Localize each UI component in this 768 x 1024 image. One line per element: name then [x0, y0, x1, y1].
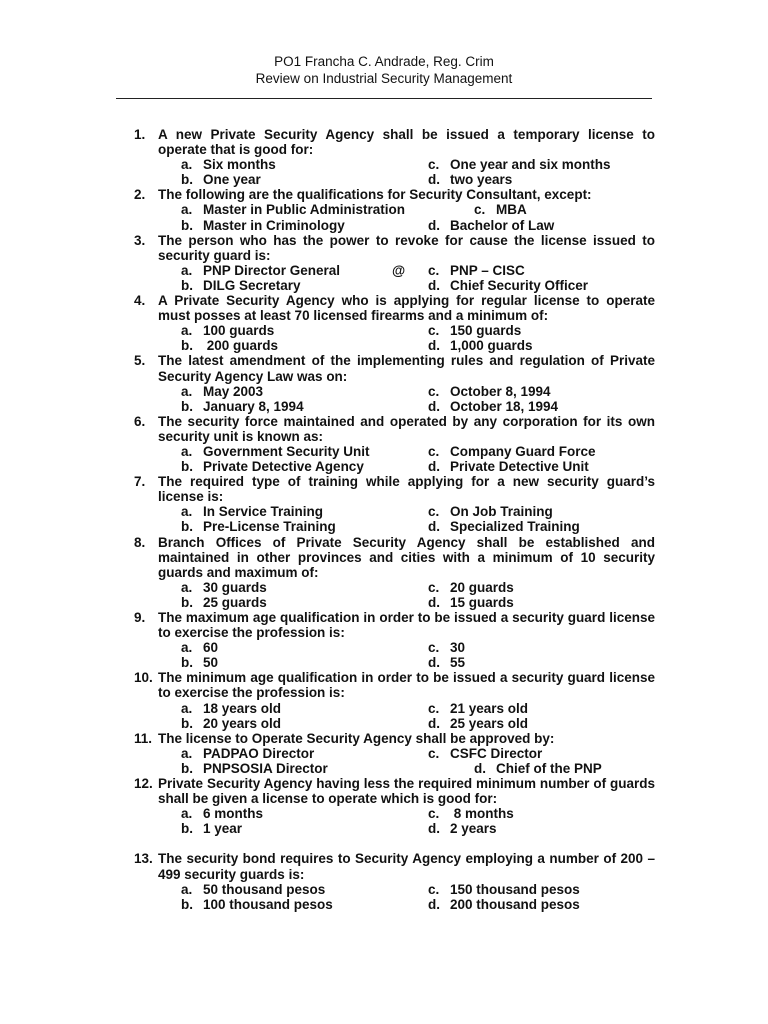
option-b: b. PNPSOSIA Director: [181, 760, 328, 776]
question-number: 9.: [134, 610, 146, 625]
question-text: The security bond requires to Security Agency employing a number of 200 – 499 security guards is:: [158, 851, 655, 882]
option-c: c. 21 years old: [428, 700, 529, 716]
option-b: b. Master in Criminology: [181, 217, 345, 233]
option-d: d. 2 years: [428, 821, 497, 837]
option-a: a. 30 guards: [181, 579, 267, 595]
option-c: c. On Job Training: [428, 504, 553, 520]
option-c: c. Company Guard Force: [428, 443, 596, 459]
question-text: The security force maintained and operated by any corporation for its own security unit is known as:: [158, 413, 655, 444]
question-number: 6.: [134, 413, 146, 429]
question-number: 2.: [134, 187, 146, 203]
author-line: PO1 Francha C. Andrade, Reg. Crim: [274, 54, 494, 69]
question-13: [0, 851, 768, 911]
option-b: b. 25 guards: [181, 594, 267, 610]
option-a: a. Master in Public Administration: [181, 202, 406, 218]
question-number: 11.: [134, 730, 153, 746]
option-c: c. October 8, 1994: [428, 383, 551, 399]
option-c: c. 20 guards: [428, 579, 514, 595]
question-number: 13.: [134, 851, 153, 867]
question-3: [0, 233, 768, 293]
question-number: 3.: [134, 232, 146, 248]
document-header: [0, 53, 768, 87]
option-d: d. October 18, 1994: [428, 398, 559, 414]
question-4: [0, 293, 768, 353]
options-row-bd: [0, 761, 768, 776]
question-text: The following are the qualifications for Security Consultant, except:: [158, 187, 592, 203]
options-row-ac: [0, 444, 768, 459]
option-d: d. 15 guards: [428, 594, 514, 610]
question-1: [0, 127, 768, 187]
option-c: c. One year and six months: [428, 157, 611, 173]
options-row-bd: [0, 459, 768, 474]
options-row-ac: [0, 504, 768, 519]
option-b: b. DILG Secretary: [181, 277, 301, 293]
option-d: d. 55: [428, 655, 466, 671]
option-c: c. PNP – CISC: [428, 262, 525, 278]
option-c: c. 30: [428, 640, 466, 656]
question-number: 12.: [134, 776, 153, 792]
question-text: Private Security Agency having less the required minimum number of guards shall be given a license to operate which is good for:: [158, 776, 655, 807]
option-a: a. PADPAO Director: [181, 745, 315, 761]
option-d: d. Chief Security Officer: [428, 277, 589, 293]
question-8: [0, 535, 768, 610]
option-a: a. May 2003: [181, 383, 264, 399]
option-b: b. Pre-License Training: [181, 519, 336, 535]
option-d: d. 1,000 guards: [428, 338, 533, 354]
question-number: 10.: [134, 670, 153, 686]
question-5: [0, 353, 768, 413]
option-d: d. Specialized Training: [428, 519, 580, 535]
option-b: b. 1 year: [181, 821, 243, 837]
question-2: [0, 187, 768, 232]
option-d: d. two years: [428, 172, 513, 188]
option-a: a. 6 months: [181, 806, 264, 822]
options-row-bd: [0, 278, 768, 293]
option-a: a. PNP Director General: [181, 262, 341, 278]
question-text: The latest amendment of the implementing rules and regulation of Private Security Agency Law was on:: [158, 353, 655, 384]
option-a: a. In Service Training: [181, 504, 324, 520]
options-row-ac: [0, 384, 768, 399]
option-b: b. One year: [181, 172, 261, 188]
at-mark: @: [392, 262, 406, 278]
option-d: d. Bachelor of Law: [428, 217, 555, 233]
option-d: d. Private Detective Unit: [428, 459, 589, 475]
option-b: b. 50: [181, 655, 219, 671]
question-7: [0, 474, 768, 534]
options-row-bd: [0, 595, 768, 610]
options-row-bd: [0, 897, 768, 912]
options-row-bd: [0, 338, 768, 353]
option-c: c. MBA: [474, 202, 527, 218]
option-a: a. Government Security Unit: [181, 443, 370, 459]
question-number: 1.: [134, 127, 146, 142]
question-12: [0, 776, 768, 836]
question-text: The maximum age qualification in order to be issued a security guard license to exercise the profession is:: [158, 610, 655, 641]
option-c: c. CSFC Director: [428, 745, 543, 761]
question-number: 8.: [134, 534, 146, 550]
option-c: c. 8 months: [428, 806, 514, 822]
question-number: 5.: [134, 353, 146, 369]
option-d: d. Chief of the PNP: [474, 760, 602, 776]
question-list: [0, 127, 768, 912]
question-text: The license to Operate Security Agency shall be approved by:: [158, 730, 555, 746]
options-row-ac: [0, 806, 768, 821]
question-11: [0, 731, 768, 776]
option-d: d. 25 years old: [428, 715, 529, 731]
option-a: a. Six months: [181, 157, 276, 173]
option-b: b. 200 guards: [181, 338, 279, 354]
question-text: A new Private Security Agency shall be issued a temporary license to operate that is good for:: [158, 127, 655, 158]
question-number: 4.: [134, 293, 146, 309]
options-row-bd: [0, 519, 768, 534]
options-row-bd: [0, 399, 768, 414]
header-divider: [116, 98, 652, 99]
question-number: 7.: [134, 474, 146, 490]
options-row-ac: [0, 323, 768, 338]
subject-line: Review on Industrial Security Management: [255, 71, 513, 86]
option-d: d. 200 thousand pesos: [428, 896, 580, 912]
options-row-bd: [0, 655, 768, 670]
question-text: The minimum age qualification in order to be issued a security guard license to exercise the profession is:: [158, 670, 655, 701]
options-row-ac: [0, 157, 768, 172]
options-row-bd: [0, 218, 768, 233]
option-c: c. 150 guards: [428, 323, 522, 339]
options-row-bd: [0, 821, 768, 836]
option-a: a. 18 years old: [181, 700, 282, 716]
option-b: b. January 8, 1994: [181, 398, 304, 414]
options-row-ac: [0, 202, 768, 217]
options-row-ac: [0, 746, 768, 761]
options-row-ac: [0, 882, 768, 897]
question-9: [0, 610, 768, 670]
question-6: [0, 414, 768, 474]
options-row-bd: [0, 172, 768, 187]
options-row-bd: [0, 716, 768, 731]
options-row-ac: [0, 701, 768, 716]
option-a: a. 60: [181, 640, 219, 656]
question-text: Branch Offices of Private Security Agency shall be established and maintained in other provinces and cities with a minimum of 10 security guards and maximum of:: [158, 534, 655, 580]
question-text: A Private Security Agency who is applying for regular license to operate must posses at least 70 licensed firearms and a minimum of:: [158, 293, 655, 324]
option-a: a. 50 thousand pesos: [181, 881, 326, 897]
option-b: b. Private Detective Agency: [181, 459, 364, 475]
option-c: c. 150 thousand pesos: [428, 881, 580, 897]
options-row-ac: [0, 640, 768, 655]
option-a: a. 100 guards: [181, 323, 275, 339]
question-text: The person who has the power to revoke for cause the license issued to security guard is:: [158, 232, 655, 263]
option-b: b. 100 thousand pesos: [181, 896, 333, 912]
option-b: b. 20 years old: [181, 715, 282, 731]
options-row-ac: [0, 580, 768, 595]
options-row-ac: [0, 263, 768, 278]
question-10: [0, 670, 768, 730]
question-text: The required type of training while applying for a new security guard’s license is:: [158, 474, 655, 505]
